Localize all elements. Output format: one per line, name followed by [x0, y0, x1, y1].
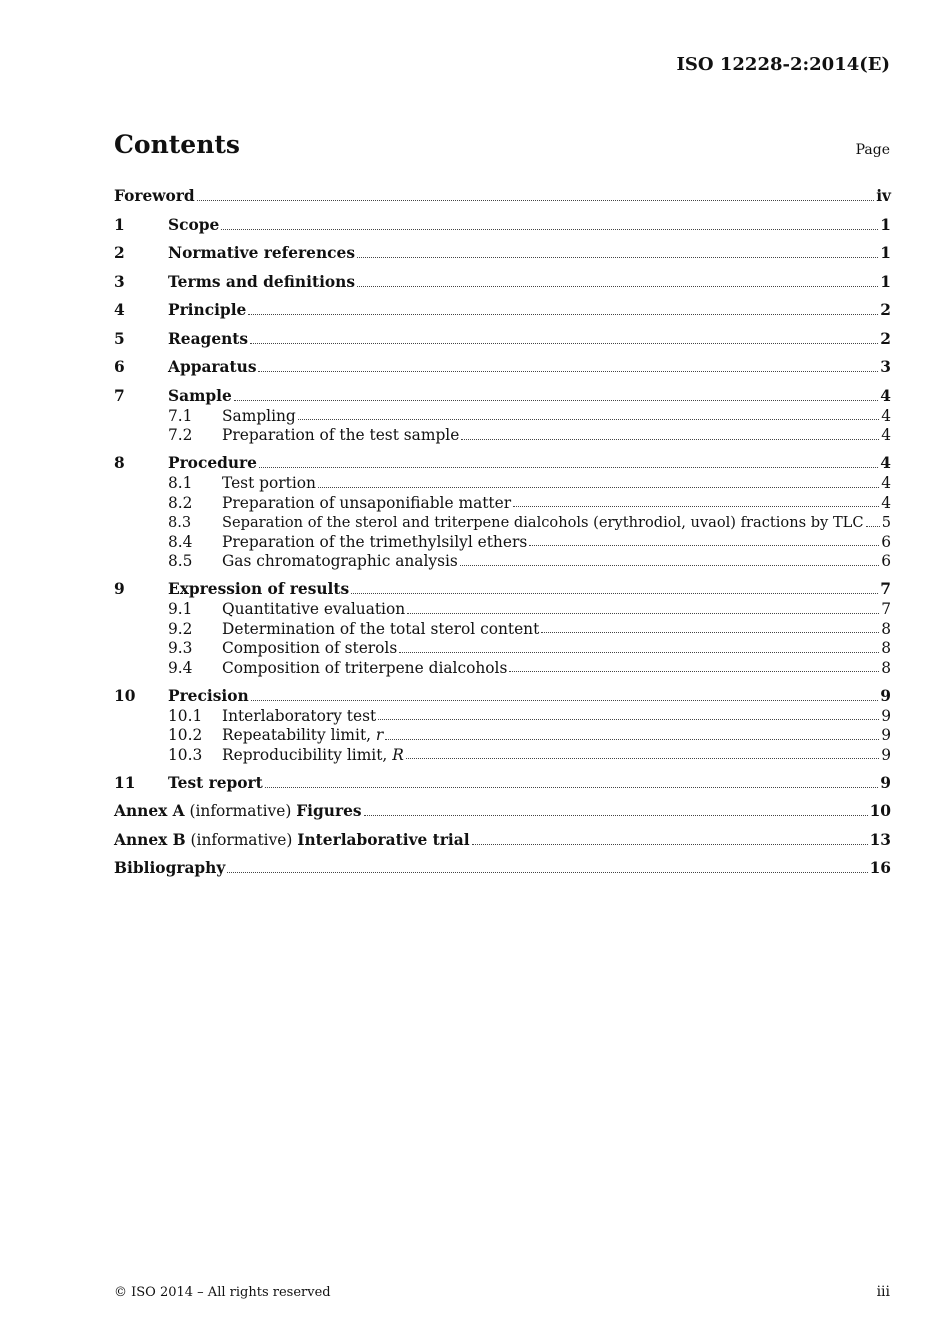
annex-title: Figures [296, 802, 362, 820]
dot-leader [234, 400, 879, 401]
toc-entry-10-1[interactable] [114, 707, 891, 727]
dot-leader [541, 632, 879, 633]
toc-number: 8 [114, 454, 125, 472]
toc-title-variable: r [375, 726, 384, 744]
toc-title: Scope [168, 215, 220, 234]
dot-leader [407, 613, 879, 614]
dot-leader [385, 739, 879, 740]
dot-leader [529, 545, 879, 546]
dot-leader [259, 467, 878, 468]
toc-entry-10[interactable] [114, 678, 891, 707]
toc-page: 6 [881, 532, 891, 551]
toc-entry-7[interactable] [114, 378, 891, 407]
toc-title: Test report [168, 773, 263, 792]
toc-title: Composition of triterpene dialcohols [222, 658, 508, 677]
toc-title: Foreword [114, 187, 195, 205]
dot-leader [460, 565, 879, 566]
toc-title: Sample [168, 386, 232, 405]
dot-leader [866, 526, 880, 527]
toc-title: Reagents [168, 329, 249, 348]
document-id: ISO 12228-2:2014(E) [676, 54, 890, 75]
dot-leader [364, 815, 868, 816]
toc-entry-9-2[interactable] [114, 620, 891, 640]
toc-entry-9-3[interactable] [114, 639, 891, 659]
dot-leader [318, 487, 879, 488]
toc-number: 6 [114, 358, 125, 376]
toc-entry-10-2[interactable] [114, 726, 891, 746]
toc-entry-2[interactable] [114, 236, 891, 265]
toc-page: 7 [881, 600, 891, 618]
dot-leader [248, 314, 878, 315]
toc-number: 3 [114, 272, 125, 291]
toc-page: 9 [881, 745, 891, 764]
toc-page: 7 [880, 580, 891, 598]
toc-entry-8-5[interactable] [114, 552, 891, 572]
dot-leader [378, 719, 879, 720]
dot-leader [509, 671, 879, 672]
toc-page: 9 [880, 773, 891, 792]
toc-title: Preparation of unsaponifiable matter [222, 493, 512, 512]
toc-entry-5[interactable] [114, 321, 891, 350]
copyright-notice: © ISO 2014 – All rights reserved [114, 1285, 331, 1300]
toc-page: 4 [881, 426, 891, 444]
page-column-label: Page [855, 142, 890, 158]
toc-number: 10.1 [168, 706, 203, 725]
page-title: Contents [114, 130, 241, 159]
toc-title: Separation of the sterol and triterpene dialcohols (erythrodiol, uvaol) fractions by TLC [222, 514, 864, 531]
toc-entry-9[interactable] [114, 572, 891, 601]
toc-entry-foreword[interactable] [114, 185, 891, 207]
toc-entry-8-3[interactable] [114, 513, 891, 533]
toc-title-variable: R [392, 745, 404, 764]
toc-entry-8-2[interactable] [114, 494, 891, 514]
toc-number: 10 [114, 686, 136, 705]
toc-page: 16 [869, 859, 891, 877]
toc-title: Terms and definitions [168, 272, 356, 291]
toc-title: Sampling [222, 406, 296, 425]
annex-title: Interlaborative trial [297, 830, 470, 849]
toc-entry-8-4[interactable] [114, 533, 891, 553]
toc-page: 2 [880, 301, 891, 319]
toc-page: 4 [881, 493, 891, 512]
toc-number: 8.3 [168, 514, 192, 531]
dot-leader [472, 844, 868, 845]
toc-page: 8 [881, 619, 891, 638]
toc-title: Interlaboratory test [222, 706, 377, 725]
toc-title: Bibliography [114, 859, 226, 877]
dot-leader [197, 200, 875, 201]
toc-title: Principle [168, 301, 247, 319]
toc-number: 9.4 [168, 658, 193, 677]
toc-page: 1 [880, 272, 891, 291]
dot-leader [513, 506, 879, 507]
toc-title: Precision [168, 686, 249, 705]
toc-title: Determination of the total sterol content [222, 619, 540, 638]
toc-page: 6 [881, 552, 891, 570]
toc-number: 9.3 [168, 639, 193, 657]
toc-entry-8-1[interactable] [114, 474, 891, 494]
toc-page: iv [876, 187, 891, 205]
toc-number: 8.5 [168, 552, 193, 570]
toc-number: 1 [114, 215, 125, 234]
toc-title-text: Repeatability limit, [222, 726, 376, 744]
toc-page: 9 [881, 706, 891, 725]
toc-number: 11 [114, 773, 136, 792]
toc-entry-7-2[interactable] [114, 426, 891, 446]
toc-page: 8 [881, 658, 891, 677]
toc-page: 4 [880, 386, 891, 405]
toc-page: 5 [881, 514, 891, 531]
toc-title: Normative references [168, 244, 355, 262]
toc-number: 7.2 [168, 426, 193, 444]
dot-leader [265, 787, 879, 788]
toc-page: 1 [880, 244, 891, 262]
toc-title: Preparation of the test sample [222, 426, 460, 444]
toc-entry-11[interactable] [114, 765, 891, 794]
toc-title: Quantitative evaluation [222, 600, 406, 618]
toc-title [222, 746, 404, 765]
dot-leader [251, 700, 879, 701]
toc-entry-annex-b[interactable] [114, 822, 891, 851]
dot-leader [227, 872, 867, 873]
toc-number: 8.2 [168, 493, 193, 512]
toc-entry-7-1[interactable] [114, 407, 891, 427]
toc-entry-bibliography[interactable] [114, 851, 891, 880]
toc-number: 9.2 [168, 619, 193, 638]
dot-leader [399, 652, 879, 653]
toc-page: 4 [881, 474, 891, 492]
toc-number: 9 [114, 580, 125, 598]
dot-leader [258, 371, 878, 372]
toc-entry-1[interactable] [114, 207, 891, 236]
dot-leader [250, 343, 878, 344]
toc-entry-8[interactable] [114, 446, 891, 475]
toc-title: Composition of sterols [222, 639, 398, 657]
toc-page: 13 [869, 830, 891, 849]
annex-note: (informative) [185, 830, 298, 849]
toc-entry-annex-a[interactable] [114, 794, 891, 823]
toc-page: 2 [880, 329, 891, 348]
toc-title [222, 726, 383, 745]
toc-number: 10.2 [168, 726, 203, 744]
toc-number: 7 [114, 386, 125, 405]
toc-title [114, 829, 470, 851]
toc-page: 9 [880, 686, 891, 705]
annex-label: Annex B [114, 830, 186, 849]
dot-leader [221, 229, 878, 230]
toc-number: 8.4 [168, 532, 193, 551]
dot-leader [357, 286, 878, 287]
toc-number: 7.1 [168, 406, 193, 425]
toc-entry-4[interactable] [114, 293, 891, 322]
toc-number: 9.1 [168, 600, 193, 618]
dot-leader [461, 439, 879, 440]
dot-leader [298, 419, 879, 420]
toc-entry-3[interactable] [114, 264, 891, 293]
toc-title: Test portion [222, 474, 316, 492]
toc-title: Gas chromatographic analysis [222, 552, 458, 570]
toc-title: Apparatus [168, 358, 257, 376]
toc-entry-10-3[interactable] [114, 746, 891, 766]
toc-number: 10.3 [168, 745, 203, 764]
toc-entry-9-4[interactable] [114, 659, 891, 679]
toc-number: 2 [114, 244, 125, 262]
annex-note: (informative) [184, 802, 297, 820]
toc-page: 8 [881, 639, 891, 657]
dot-leader [406, 758, 879, 759]
annex-label: Annex A [114, 802, 185, 820]
toc-number: 8.1 [168, 474, 193, 492]
toc-page: 4 [881, 406, 891, 425]
toc-page: 10 [869, 802, 891, 820]
toc-page: 1 [880, 215, 891, 234]
dot-leader [357, 257, 878, 258]
toc-number: 5 [114, 329, 125, 348]
toc-page: 4 [880, 454, 891, 472]
toc-title: Procedure [168, 454, 257, 472]
toc-title: Expression of results [168, 580, 350, 598]
table-of-contents [114, 185, 891, 879]
toc-entry-9-1[interactable] [114, 600, 891, 620]
toc-number: 4 [114, 301, 125, 319]
page-number: iii [876, 1284, 890, 1300]
toc-entry-6[interactable] [114, 350, 891, 379]
toc-title [114, 800, 362, 822]
toc-page: 3 [880, 358, 891, 376]
toc-title: Preparation of the trimethylsilyl ethers [222, 532, 528, 551]
toc-page: 9 [881, 726, 891, 744]
dot-leader [351, 593, 878, 594]
toc-title-text: Reproducibility limit, [222, 745, 393, 764]
